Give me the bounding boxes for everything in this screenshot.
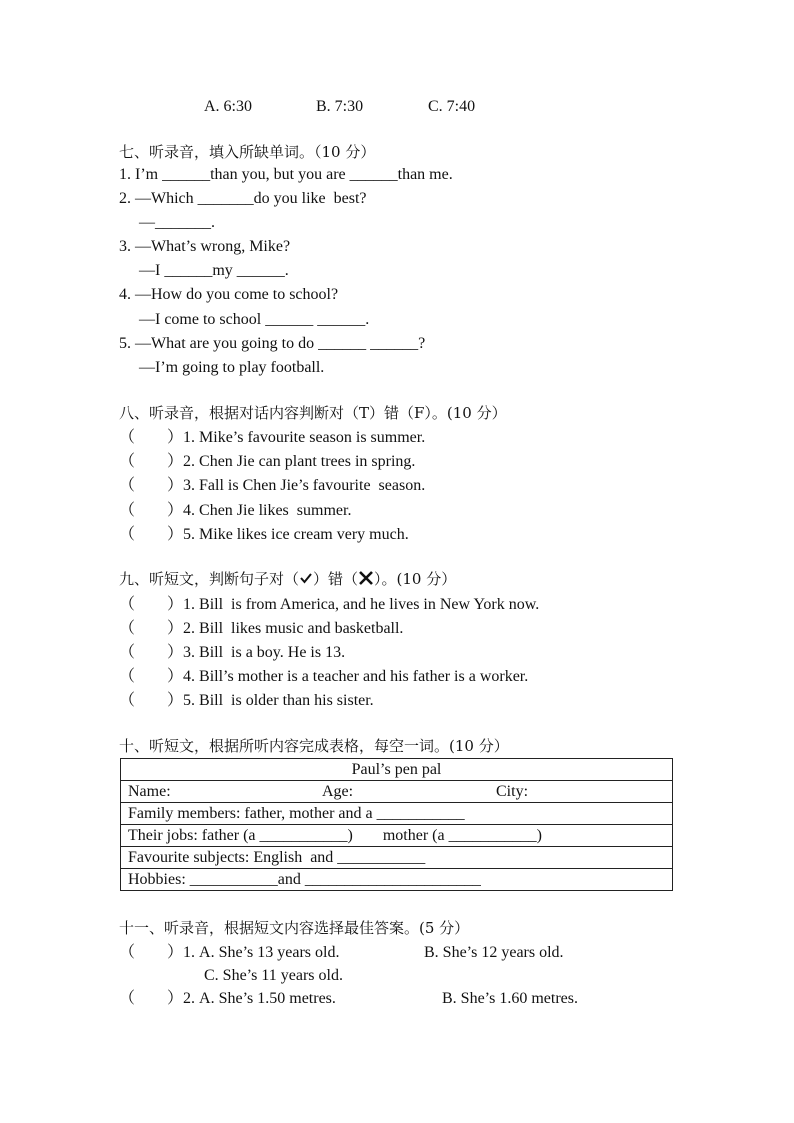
answer-paren: （ ） [119,620,184,637]
s8-item-4-text: 4. Chen Jie likes summer. [183,502,352,519]
s7-line-1: 1. I’m ______than you, but you are ______than me. [119,166,453,183]
s9-item-3-text: 3. Bill is a boy. He is 13. [183,644,346,661]
answer-paren: （ ） [119,944,184,961]
s7-line-7: —I come to school ______ ______. [139,311,370,328]
s8-item-5 [119,525,409,545]
s7-line-8: 5. —What are you going to do ______ ______? [119,335,426,352]
s8-item-2 [119,452,415,472]
s7-line-4: 3. —What’s wrong, Mike? [119,238,291,255]
s9-title-part-3: ）。(10 分） [374,570,457,588]
section-11-title: 十一、听录音，根据短文内容选择最佳答案。(5 分） [119,919,470,937]
name-cell: Name: [121,781,316,803]
city-cell: City: [489,781,673,803]
table-caption: Paul’s pen pal [121,759,673,781]
s9-item-1-text: 1. Bill is from America, and he lives in New York now. [183,596,540,613]
answer-paren: （ ） [119,502,184,519]
s7-line-2: 2. —Which _______do you like best? [119,190,367,207]
s8-item-4 [119,501,351,521]
answer-paren: （ ） [119,453,184,470]
s7-line-9: —I’m going to play football. [139,359,325,376]
option-a: A. 6:30 [204,98,252,115]
s9-item-4 [119,667,528,687]
hobbies-cell: Hobbies: ___________and ______________________ [121,869,673,891]
s11-q1 [119,943,339,963]
s7-line-6: 4. —How do you come to school? [119,286,339,303]
s9-item-5-text: 5. Bill is older than his sister. [183,692,374,709]
cross-icon [358,570,374,591]
answer-paren: （ ） [119,477,184,494]
answer-paren: （ ） [119,429,184,446]
check-icon [299,570,313,590]
age-cell: Age: [315,781,489,803]
s9-title-part-1: 九、听短文，判断句子对（ [119,570,300,588]
s8-item-5-text: 5. Mike likes ice cream very much. [183,526,409,543]
s11-q2-option-a: 2. A. She’s 1.50 metres. [183,990,336,1007]
s11-q1-option-c: C. She’s 11 years old. [204,967,343,984]
s7-line-5: —I ______my ______. [139,262,289,279]
section-8-title: 八、听录音，根据对话内容判断对（T）错（F）。(10 分） [119,404,507,422]
section-9-title [119,569,456,591]
s8-item-1 [119,428,425,448]
s11-q1-option-b: B. She’s 12 years old. [424,944,564,961]
s11-q2 [119,989,336,1009]
s9-item-1 [119,595,539,615]
section-10-title: 十、听短文，根据所听内容完成表格，每空一词。(10 分） [119,737,509,755]
s9-item-2-text: 2. Bill likes music and basketball. [183,620,404,637]
jobs-father: Their jobs: father (a ___________) [128,826,353,844]
s9-item-3 [119,643,345,663]
jobs-cell [121,825,673,847]
answer-paren: （ ） [119,692,184,709]
s8-item-3 [119,476,425,496]
subjects-cell: Favourite subjects: English and ___________ [121,847,673,869]
s11-q2-option-b: B. She’s 1.60 metres. [442,990,578,1007]
answer-paren: （ ） [119,990,184,1007]
jobs-mother: mother (a ___________) [382,826,542,844]
pen-pal-table [120,758,673,891]
s9-item-5 [119,691,374,711]
s7-line-3: —_______. [139,214,215,231]
s9-title-part-2: ）错（ [313,570,359,588]
s8-item-3-text: 3. Fall is Chen Jie’s favourite season. [183,477,426,494]
s8-item-2-text: 2. Chen Jie can plant trees in spring. [183,453,416,470]
s9-item-2 [119,619,403,639]
section-7-title: 七、听录音，填入所缺单词。（10 分） [119,143,376,161]
answer-paren: （ ） [119,644,184,661]
answer-paren: （ ） [119,596,184,613]
s8-item-1-text: 1. Mike’s favourite season is summer. [183,429,426,446]
option-c: C. 7:40 [428,98,476,115]
option-b: B. 7:30 [316,98,364,115]
answer-paren: （ ） [119,668,184,685]
s9-item-4-text: 4. Bill’s mother is a teacher and his father is a worker. [183,668,529,685]
s11-q1-option-a: 1. A. She’s 13 years old. [183,944,340,961]
family-members-cell: Family members: father, mother and a ___________ [121,803,673,825]
answer-paren: （ ） [119,526,184,543]
